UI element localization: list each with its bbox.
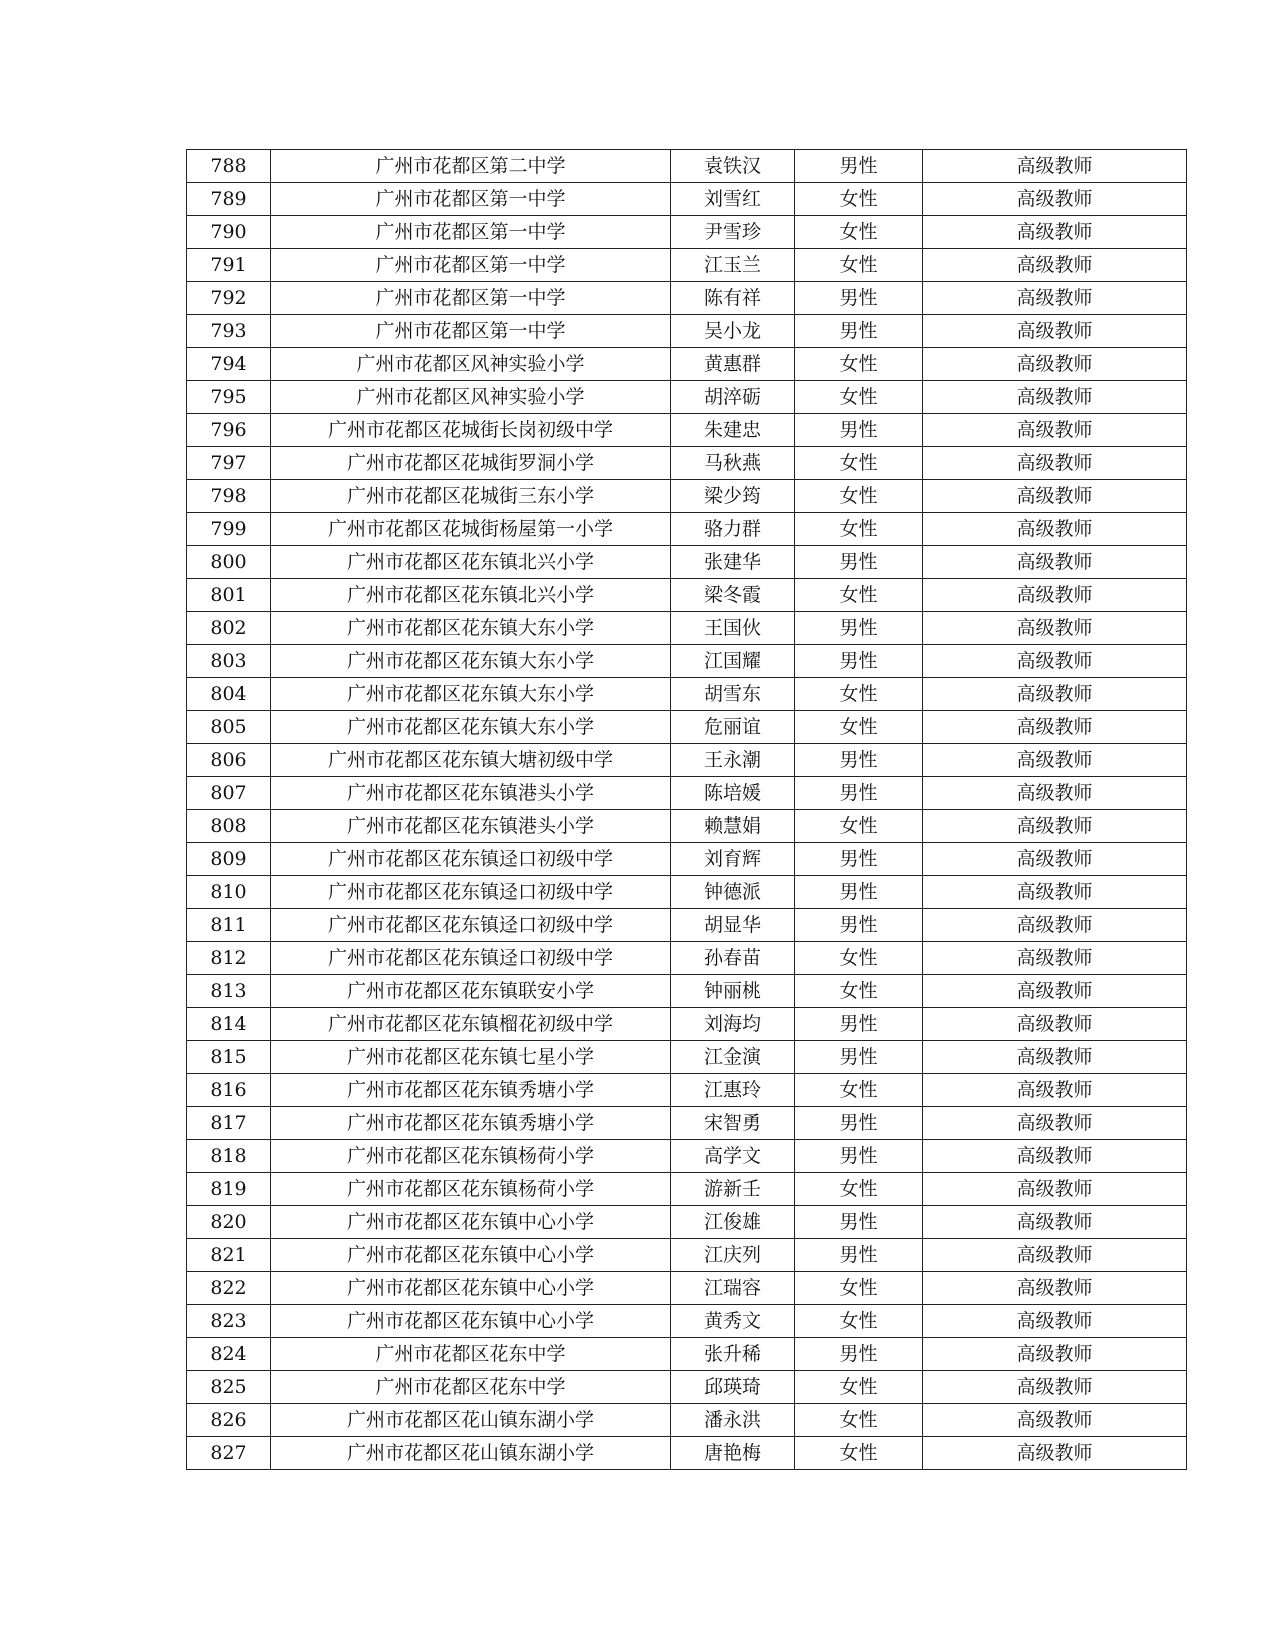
school-cell: 广州市花都区花东镇迳口初级中学 [271,843,671,876]
row-number-cell: 814 [187,1008,271,1041]
teacher-name-cell: 胡淬砺 [671,381,795,414]
professional-title-cell: 高级教师 [923,579,1187,612]
school-cell: 广州市花都区花城街杨屋第一小学 [271,513,671,546]
school-cell: 广州市花都区花山镇东湖小学 [271,1404,671,1437]
school-cell: 广州市花都区第一中学 [271,282,671,315]
teacher-name-cell: 孙春苗 [671,942,795,975]
gender-cell: 男性 [795,645,923,678]
row-number-cell: 805 [187,711,271,744]
gender-cell: 女性 [795,1305,923,1338]
table-row [187,1206,1187,1239]
teacher-name-cell: 刘海均 [671,1008,795,1041]
gender-cell: 男性 [795,315,923,348]
teacher-name-cell: 陈培媛 [671,777,795,810]
teacher-name-cell: 宋智勇 [671,1107,795,1140]
teacher-name-cell: 朱建忠 [671,414,795,447]
professional-title-cell: 高级教师 [923,942,1187,975]
professional-title-cell: 高级教师 [923,909,1187,942]
row-number-cell: 817 [187,1107,271,1140]
gender-cell: 女性 [795,513,923,546]
gender-cell: 男性 [795,612,923,645]
gender-cell: 男性 [795,414,923,447]
school-cell: 广州市花都区花城街三东小学 [271,480,671,513]
teacher-name-cell: 江国耀 [671,645,795,678]
professional-title-cell: 高级教师 [923,447,1187,480]
table-row [187,1041,1187,1074]
teacher-name-cell: 刘雪红 [671,183,795,216]
teacher-name-cell: 江惠玲 [671,1074,795,1107]
table-row [187,381,1187,414]
row-number-cell: 801 [187,579,271,612]
professional-title-cell: 高级教师 [923,183,1187,216]
gender-cell: 女性 [795,1272,923,1305]
gender-cell: 男性 [795,744,923,777]
teacher-name-cell: 江瑞容 [671,1272,795,1305]
teacher-name-cell: 钟丽桃 [671,975,795,1008]
gender-cell: 男性 [795,1107,923,1140]
teacher-name-cell: 尹雪珍 [671,216,795,249]
teacher-name-cell: 江庆列 [671,1239,795,1272]
teacher-list-table-container [186,149,1186,1470]
professional-title-cell: 高级教师 [923,348,1187,381]
professional-title-cell: 高级教师 [923,1371,1187,1404]
table-row [187,1338,1187,1371]
table-row [187,942,1187,975]
professional-title-cell: 高级教师 [923,1305,1187,1338]
gender-cell: 女性 [795,942,923,975]
school-cell: 广州市花都区花东镇北兴小学 [271,579,671,612]
professional-title-cell: 高级教师 [923,1404,1187,1437]
gender-cell: 女性 [795,1437,923,1470]
table-row [187,513,1187,546]
table-row [187,1074,1187,1107]
teacher-name-cell: 吴小龙 [671,315,795,348]
row-number-cell: 794 [187,348,271,381]
gender-cell: 男性 [795,150,923,183]
teacher-name-cell: 袁铁汉 [671,150,795,183]
school-cell: 广州市花都区第一中学 [271,216,671,249]
professional-title-cell: 高级教师 [923,1173,1187,1206]
professional-title-cell: 高级教师 [923,1338,1187,1371]
school-cell: 广州市花都区花东镇七星小学 [271,1041,671,1074]
teacher-name-cell: 江金演 [671,1041,795,1074]
row-number-cell: 803 [187,645,271,678]
row-number-cell: 796 [187,414,271,447]
table-row [187,1371,1187,1404]
school-cell: 广州市花都区花东镇中心小学 [271,1272,671,1305]
teacher-name-cell: 邱瑛琦 [671,1371,795,1404]
teacher-name-cell: 胡显华 [671,909,795,942]
row-number-cell: 816 [187,1074,271,1107]
table-row [187,1305,1187,1338]
gender-cell: 男性 [795,1140,923,1173]
professional-title-cell: 高级教师 [923,1041,1187,1074]
row-number-cell: 827 [187,1437,271,1470]
professional-title-cell: 高级教师 [923,876,1187,909]
school-cell: 广州市花都区风神实验小学 [271,348,671,381]
table-row [187,1272,1187,1305]
gender-cell: 女性 [795,1173,923,1206]
row-number-cell: 790 [187,216,271,249]
gender-cell: 男性 [795,1008,923,1041]
school-cell: 广州市花都区第一中学 [271,315,671,348]
gender-cell: 女性 [795,216,923,249]
gender-cell: 女性 [795,249,923,282]
professional-title-cell: 高级教师 [923,744,1187,777]
table-row [187,876,1187,909]
table-row [187,810,1187,843]
row-number-cell: 797 [187,447,271,480]
professional-title-cell: 高级教师 [923,810,1187,843]
row-number-cell: 820 [187,1206,271,1239]
professional-title-cell: 高级教师 [923,315,1187,348]
table-row [187,975,1187,1008]
table-row [187,612,1187,645]
teacher-name-cell: 潘永洪 [671,1404,795,1437]
row-number-cell: 791 [187,249,271,282]
gender-cell: 女性 [795,381,923,414]
teacher-name-cell: 陈有祥 [671,282,795,315]
teacher-name-cell: 赖慧娟 [671,810,795,843]
table-body [187,150,1187,1470]
gender-cell: 男性 [795,282,923,315]
professional-title-cell: 高级教师 [923,711,1187,744]
row-number-cell: 810 [187,876,271,909]
gender-cell: 女性 [795,348,923,381]
school-cell: 广州市花都区花东镇杨荷小学 [271,1173,671,1206]
row-number-cell: 808 [187,810,271,843]
row-number-cell: 806 [187,744,271,777]
teacher-name-cell: 梁少筠 [671,480,795,513]
row-number-cell: 819 [187,1173,271,1206]
table-row [187,414,1187,447]
table-row [187,315,1187,348]
row-number-cell: 792 [187,282,271,315]
school-cell: 广州市花都区第一中学 [271,183,671,216]
school-cell: 广州市花都区花东镇大东小学 [271,711,671,744]
professional-title-cell: 高级教师 [923,546,1187,579]
table-row [187,711,1187,744]
school-cell: 广州市花都区第一中学 [271,249,671,282]
row-number-cell: 804 [187,678,271,711]
gender-cell: 女性 [795,678,923,711]
table-row [187,777,1187,810]
teacher-name-cell: 高学文 [671,1140,795,1173]
professional-title-cell: 高级教师 [923,1206,1187,1239]
professional-title-cell: 高级教师 [923,975,1187,1008]
gender-cell: 女性 [795,579,923,612]
row-number-cell: 821 [187,1239,271,1272]
school-cell: 广州市花都区花东镇大东小学 [271,612,671,645]
professional-title-cell: 高级教师 [923,1272,1187,1305]
table-row [187,480,1187,513]
school-cell: 广州市花都区花山镇东湖小学 [271,1437,671,1470]
row-number-cell: 812 [187,942,271,975]
professional-title-cell: 高级教师 [923,414,1187,447]
gender-cell: 女性 [795,447,923,480]
professional-title-cell: 高级教师 [923,612,1187,645]
teacher-name-cell: 黄秀文 [671,1305,795,1338]
gender-cell: 男性 [795,909,923,942]
gender-cell: 男性 [795,876,923,909]
row-number-cell: 822 [187,1272,271,1305]
school-cell: 广州市花都区花东镇中心小学 [271,1206,671,1239]
teacher-name-cell: 江玉兰 [671,249,795,282]
row-number-cell: 793 [187,315,271,348]
teacher-list-table [186,149,1187,1470]
row-number-cell: 795 [187,381,271,414]
gender-cell: 女性 [795,1371,923,1404]
gender-cell: 男性 [795,777,923,810]
school-cell: 广州市花都区花东镇秀塘小学 [271,1074,671,1107]
table-row [187,348,1187,381]
professional-title-cell: 高级教师 [923,645,1187,678]
table-row [187,183,1187,216]
professional-title-cell: 高级教师 [923,282,1187,315]
gender-cell: 女性 [795,975,923,1008]
gender-cell: 女性 [795,810,923,843]
school-cell: 广州市花都区花东镇大东小学 [271,678,671,711]
gender-cell: 男性 [795,1239,923,1272]
teacher-name-cell: 黄惠群 [671,348,795,381]
teacher-name-cell: 江俊雄 [671,1206,795,1239]
table-row [187,579,1187,612]
school-cell: 广州市花都区花东镇秀塘小学 [271,1107,671,1140]
table-row [187,249,1187,282]
school-cell: 广州市花都区花东镇迳口初级中学 [271,876,671,909]
table-row [187,909,1187,942]
teacher-name-cell: 马秋燕 [671,447,795,480]
teacher-name-cell: 王国伙 [671,612,795,645]
row-number-cell: 802 [187,612,271,645]
teacher-name-cell: 张升稀 [671,1338,795,1371]
professional-title-cell: 高级教师 [923,678,1187,711]
table-row [187,744,1187,777]
school-cell: 广州市花都区花东镇迳口初级中学 [271,942,671,975]
school-cell: 广州市花都区花城街长岗初级中学 [271,414,671,447]
professional-title-cell: 高级教师 [923,216,1187,249]
school-cell: 广州市花都区花东镇杨荷小学 [271,1140,671,1173]
school-cell: 广州市花都区花东镇榴花初级中学 [271,1008,671,1041]
row-number-cell: 825 [187,1371,271,1404]
gender-cell: 男性 [795,1338,923,1371]
row-number-cell: 826 [187,1404,271,1437]
row-number-cell: 789 [187,183,271,216]
professional-title-cell: 高级教师 [923,1140,1187,1173]
teacher-name-cell: 梁冬霞 [671,579,795,612]
professional-title-cell: 高级教师 [923,150,1187,183]
gender-cell: 女性 [795,480,923,513]
row-number-cell: 811 [187,909,271,942]
table-row [187,1008,1187,1041]
school-cell: 广州市花都区花东镇联安小学 [271,975,671,1008]
row-number-cell: 788 [187,150,271,183]
teacher-name-cell: 钟德派 [671,876,795,909]
table-row [187,678,1187,711]
professional-title-cell: 高级教师 [923,777,1187,810]
school-cell: 广州市花都区花东镇大塘初级中学 [271,744,671,777]
school-cell: 广州市花都区花东镇迳口初级中学 [271,909,671,942]
table-row [187,447,1187,480]
gender-cell: 女性 [795,711,923,744]
professional-title-cell: 高级教师 [923,480,1187,513]
professional-title-cell: 高级教师 [923,1437,1187,1470]
table-row [187,1173,1187,1206]
row-number-cell: 818 [187,1140,271,1173]
teacher-name-cell: 危丽谊 [671,711,795,744]
gender-cell: 男性 [795,1041,923,1074]
gender-cell: 女性 [795,183,923,216]
teacher-name-cell: 王永潮 [671,744,795,777]
school-cell: 广州市花都区花东中学 [271,1371,671,1404]
row-number-cell: 807 [187,777,271,810]
professional-title-cell: 高级教师 [923,1107,1187,1140]
professional-title-cell: 高级教师 [923,1008,1187,1041]
table-row [187,216,1187,249]
table-row [187,1107,1187,1140]
gender-cell: 男性 [795,546,923,579]
school-cell: 广州市花都区花东镇北兴小学 [271,546,671,579]
professional-title-cell: 高级教师 [923,513,1187,546]
gender-cell: 女性 [795,1404,923,1437]
professional-title-cell: 高级教师 [923,381,1187,414]
professional-title-cell: 高级教师 [923,1074,1187,1107]
gender-cell: 男性 [795,1206,923,1239]
school-cell: 广州市花都区花东镇大东小学 [271,645,671,678]
professional-title-cell: 高级教师 [923,1239,1187,1272]
school-cell: 广州市花都区花东镇港头小学 [271,777,671,810]
table-row [187,1140,1187,1173]
row-number-cell: 800 [187,546,271,579]
school-cell: 广州市花都区花东中学 [271,1338,671,1371]
gender-cell: 男性 [795,843,923,876]
professional-title-cell: 高级教师 [923,249,1187,282]
teacher-name-cell: 刘育辉 [671,843,795,876]
teacher-name-cell: 胡雪东 [671,678,795,711]
school-cell: 广州市花都区花城街罗洞小学 [271,447,671,480]
row-number-cell: 798 [187,480,271,513]
table-row [187,1404,1187,1437]
table-row [187,1239,1187,1272]
row-number-cell: 799 [187,513,271,546]
school-cell: 广州市花都区风神实验小学 [271,381,671,414]
table-row [187,282,1187,315]
teacher-name-cell: 张建华 [671,546,795,579]
row-number-cell: 809 [187,843,271,876]
row-number-cell: 813 [187,975,271,1008]
row-number-cell: 823 [187,1305,271,1338]
professional-title-cell: 高级教师 [923,843,1187,876]
school-cell: 广州市花都区花东镇港头小学 [271,810,671,843]
row-number-cell: 824 [187,1338,271,1371]
teacher-name-cell: 唐艳梅 [671,1437,795,1470]
table-row [187,645,1187,678]
school-cell: 广州市花都区第二中学 [271,150,671,183]
teacher-name-cell: 游新壬 [671,1173,795,1206]
table-row [187,150,1187,183]
gender-cell: 女性 [795,1074,923,1107]
teacher-name-cell: 骆力群 [671,513,795,546]
table-row [187,546,1187,579]
table-row [187,843,1187,876]
row-number-cell: 815 [187,1041,271,1074]
school-cell: 广州市花都区花东镇中心小学 [271,1239,671,1272]
table-row [187,1437,1187,1470]
school-cell: 广州市花都区花东镇中心小学 [271,1305,671,1338]
